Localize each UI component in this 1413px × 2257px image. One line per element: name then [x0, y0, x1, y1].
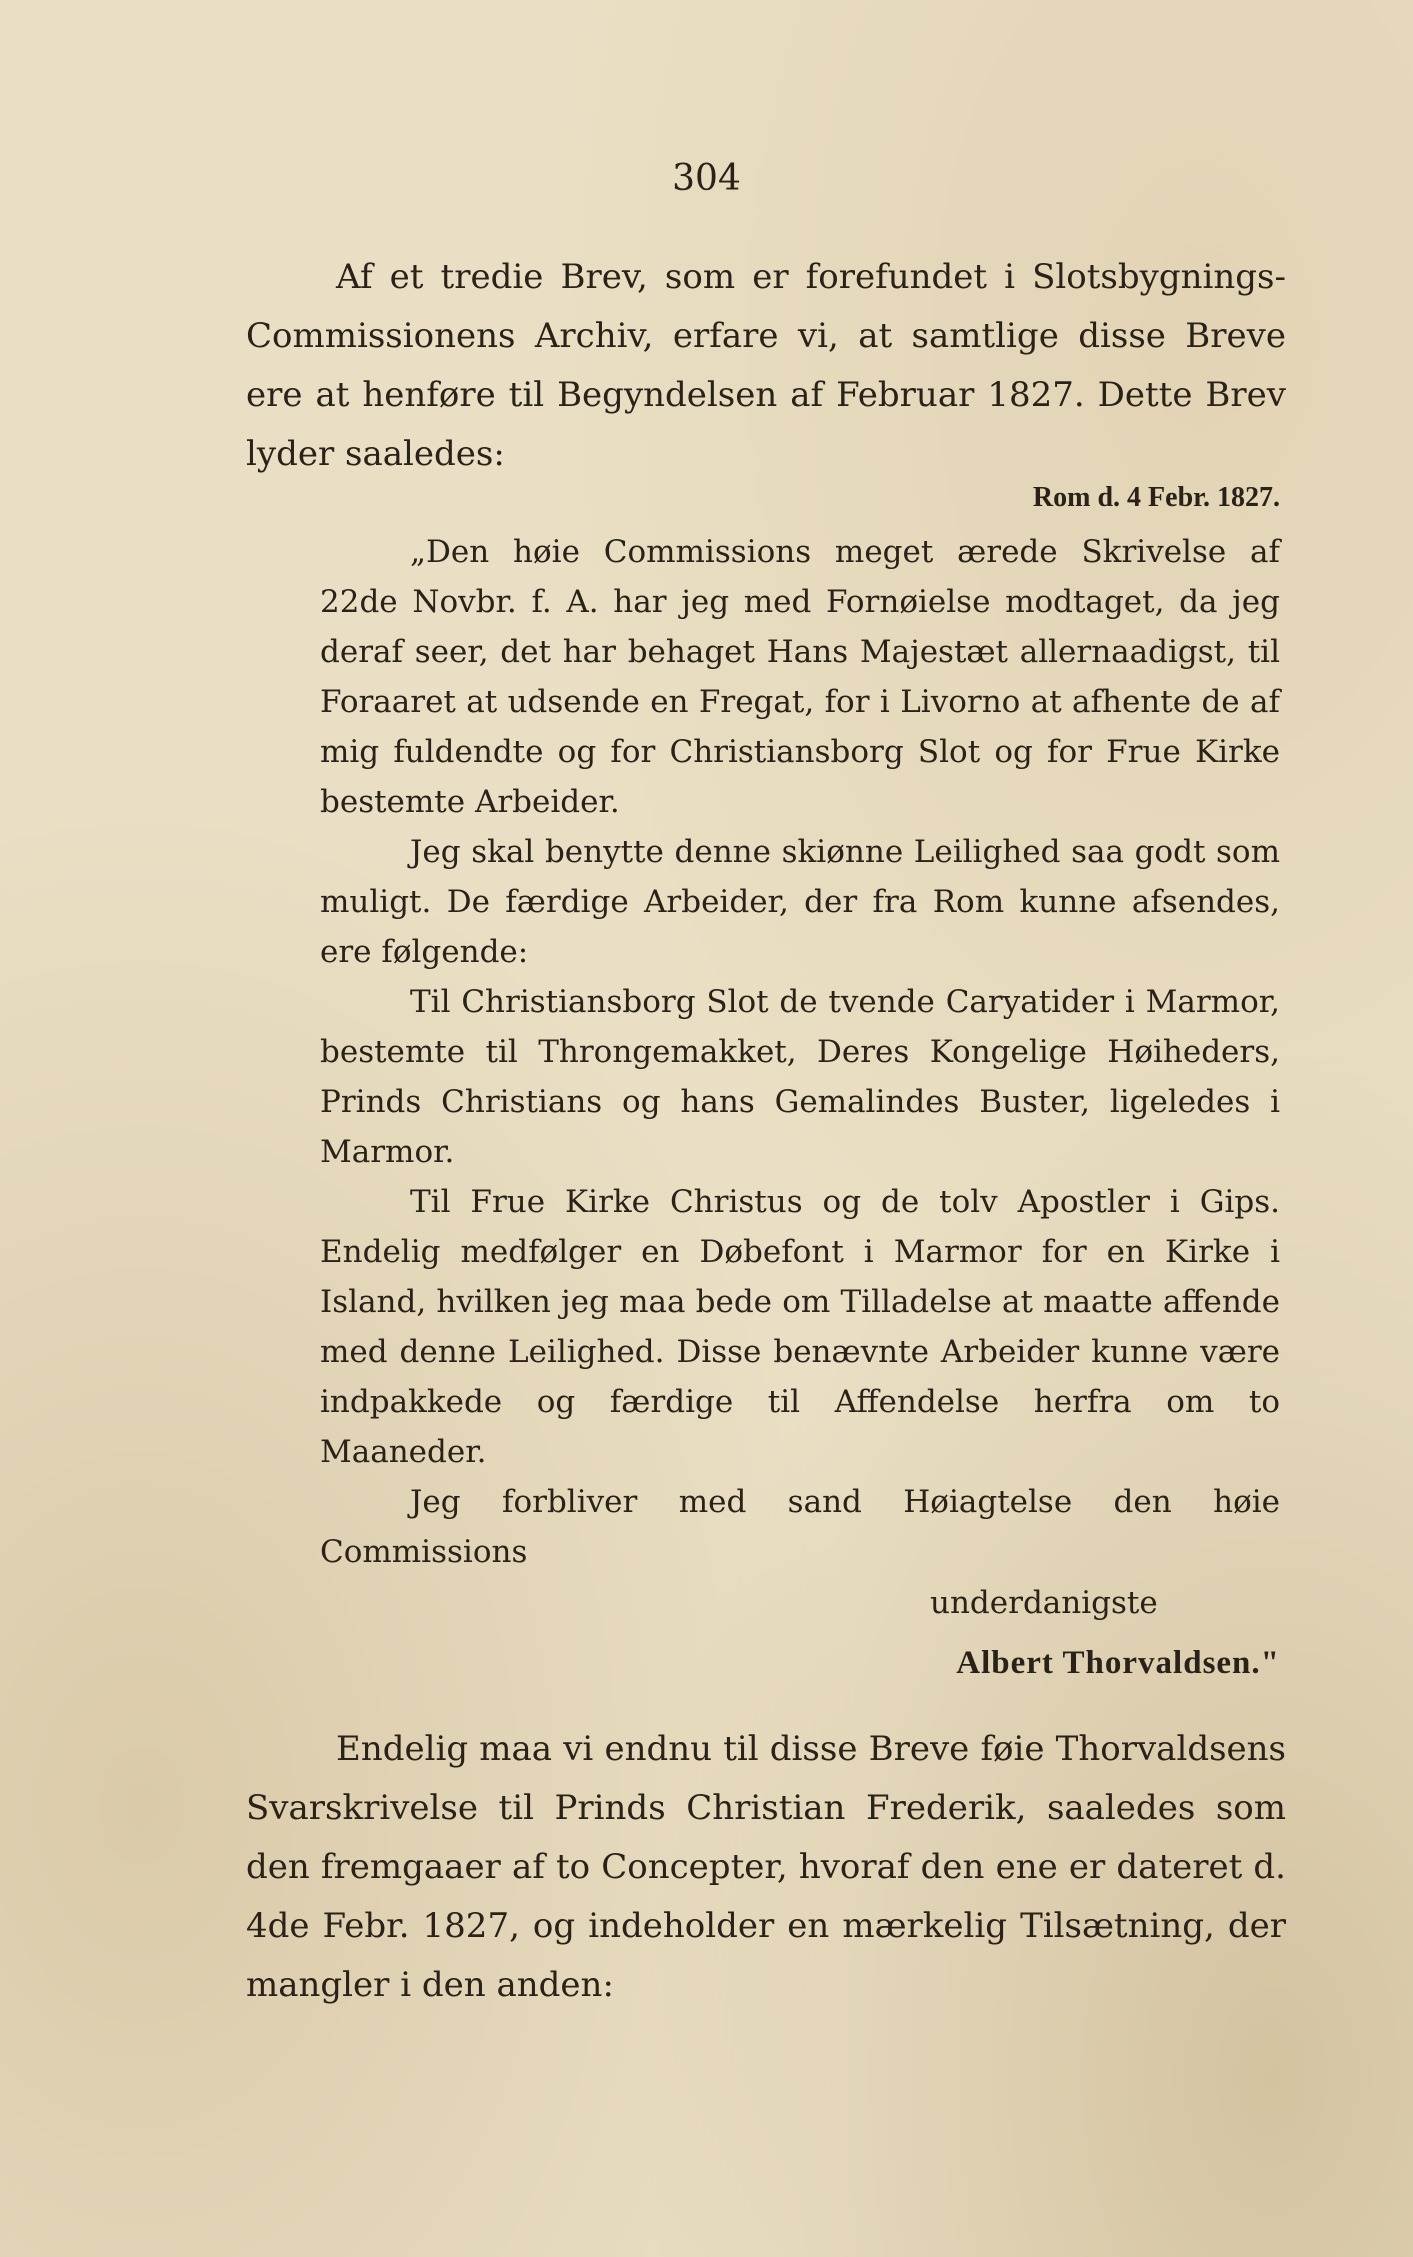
letter-signature: Albert Thorvaldsen." [956, 1645, 1280, 1681]
letter-dateline: Rom d. 4 Febr. 1827. [1032, 482, 1280, 513]
letter-paragraph: Til Frue Kirke Christus og de tolv Apostler i Gips. Endelig medfølger en Døbefont i Marmor for en Kirke i Island, hvilken jeg maa bede om Tilladelse at maatte affende med denne Leilighed. Disse benævnte Arbeider kunne være indpakkede og færdige til Affendelse herfra om to Maaneder. [320, 1184, 1280, 1470]
outro-paragraph: Endelig maa vi endnu til disse Breve føie Thorvaldsens Svarskrivelse til Prinds Christian Frederik, saaledes som den fremgaaer af to Concepter, hvoraf den ene er dateret d. 4de Febr. 1827, og indeholder en mærkelig Tilsætning, der mangler i den anden: [246, 1729, 1286, 2005]
letter-paragraph: „Den høie Commissions meget ærede Skrivelse af 22de Novbr. f. A. har jeg med Fornøielse modtaget, da jeg deraf seer, det har behaget Hans Majestæt allernaadigst, til Foraaret at udsende en Fregat, for i Livorno at afhente de af mig fuldendte og for Christiansborg Slot og for Frue Kirke bestemte Arbeider. [320, 534, 1280, 820]
intro-paragraph: Af et tredie Brev, som er forefundet i Slotsbygnings-Commissionens Archiv, erfare vi, at samtlige disse Breve ere at henføre til Begyndelsen af Februar 1827. Dette Brev lyder saaledes: [246, 257, 1286, 474]
page-number: 304 [672, 158, 741, 199]
outro-block [246, 1720, 1286, 2015]
letter-paragraph: Jeg forbliver med sand Høiagtelse den høie Commissions [320, 1484, 1280, 1570]
intro-block [246, 248, 1286, 484]
letter-paragraph: Jeg skal benytte denne skiønne Leilighed saa godt som muligt. De færdige Arbeider, der fra Rom kunne afsendes, ere følgende: [320, 834, 1280, 970]
letter-paragraph: Til Christiansborg Slot de tvende Caryatider i Marmor, bestemte til Throngemakket, Deres Kongelige Høiheders, Prinds Christians og hans Gemalindes Buster, ligeledes i Marmor. [320, 984, 1280, 1170]
letter-closing: underdanigste [930, 1585, 1158, 1621]
quoted-letter [320, 475, 1280, 1693]
